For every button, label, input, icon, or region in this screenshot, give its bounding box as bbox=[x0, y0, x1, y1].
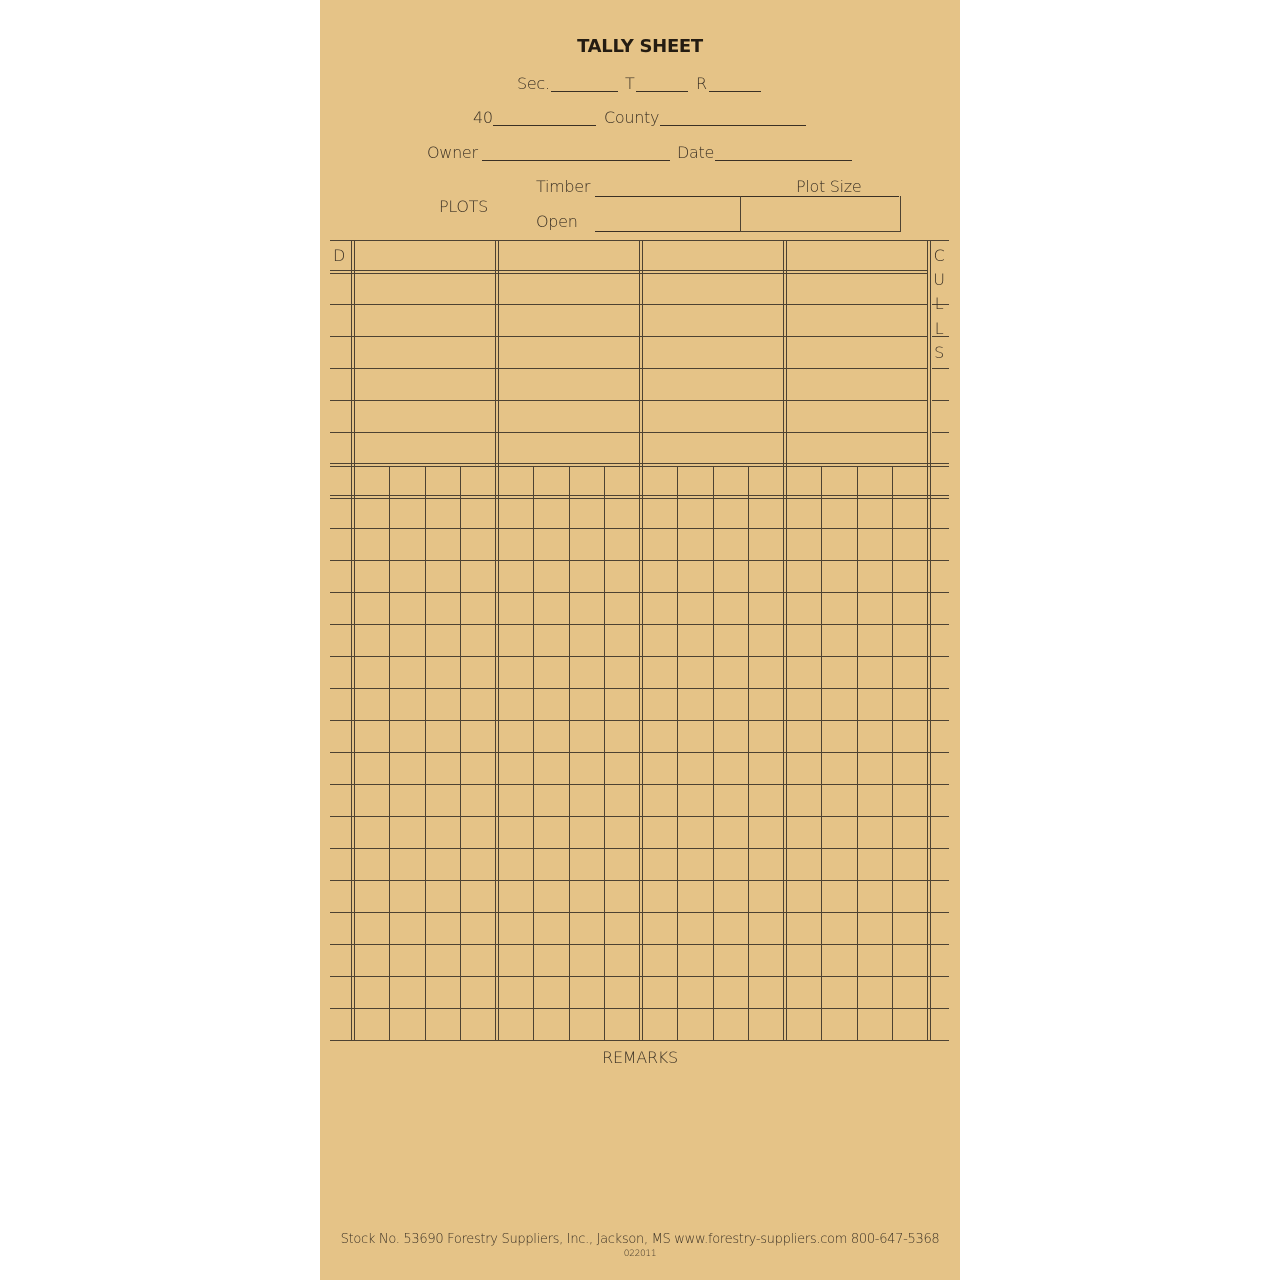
culls-letter: L bbox=[934, 319, 944, 338]
grid-subcolumn-line bbox=[748, 466, 749, 1040]
grid-subcolumn-line bbox=[425, 466, 426, 1040]
grid-row-line bbox=[932, 368, 949, 369]
grid-subcolumn-line bbox=[713, 466, 714, 1040]
date-label: Date bbox=[677, 143, 715, 162]
grid-subcolumn-line bbox=[604, 466, 605, 1040]
township-label: T bbox=[625, 74, 635, 93]
grid-group-line bbox=[351, 240, 352, 1040]
grid-group-line bbox=[498, 240, 499, 1040]
culls-letter: L bbox=[934, 294, 944, 313]
grid-row-line bbox=[330, 432, 928, 433]
remarks-label: REMARKS bbox=[602, 1048, 678, 1067]
grid-subcolumn-line bbox=[533, 466, 534, 1040]
sheet-title: TALLY SHEET bbox=[577, 36, 703, 57]
range-field[interactable] bbox=[709, 91, 761, 92]
grid-row-line bbox=[932, 432, 949, 433]
section-label: Sec. bbox=[517, 74, 550, 93]
owner-field[interactable] bbox=[482, 160, 670, 161]
grid-subcolumn-line bbox=[821, 466, 822, 1040]
grid-row-line bbox=[932, 400, 949, 401]
grid-header-line bbox=[330, 273, 928, 274]
grid-group-line bbox=[783, 240, 784, 1040]
tally-sheet bbox=[320, 0, 960, 1280]
plots-label: PLOTS bbox=[439, 197, 489, 216]
forty-label: 40 bbox=[473, 108, 493, 127]
grid-subcolumn-line bbox=[389, 466, 390, 1040]
grid-header-line bbox=[330, 270, 928, 271]
owner-label: Owner bbox=[427, 143, 478, 162]
open-label: Open bbox=[536, 212, 578, 231]
township-field[interactable] bbox=[636, 91, 688, 92]
grid-group-line bbox=[639, 240, 640, 1040]
grid-subcolumn-line bbox=[569, 466, 570, 1040]
plot-size-label: Plot Size bbox=[796, 177, 862, 196]
footer-code: 022011 bbox=[623, 1249, 657, 1259]
footer-text: Stock No. 53690 Forestry Suppliers, Inc., Jackson, MS www.forestry-suppliers.com 800-647-5368 bbox=[340, 1232, 940, 1247]
plot-size-field[interactable] bbox=[740, 196, 901, 232]
grid-group-line bbox=[642, 240, 643, 1040]
county-label: County bbox=[604, 108, 660, 127]
d-column-label: D bbox=[333, 246, 346, 265]
culls-letter: C bbox=[933, 246, 945, 265]
date-field[interactable] bbox=[715, 160, 852, 161]
section-field[interactable] bbox=[551, 91, 618, 92]
grid-subcolumn-line bbox=[460, 466, 461, 1040]
grid-row-line bbox=[330, 1040, 949, 1041]
grid-group-line bbox=[927, 240, 928, 1040]
grid-group-line bbox=[495, 240, 496, 1040]
county-field[interactable] bbox=[660, 125, 806, 126]
range-label: R bbox=[696, 74, 707, 93]
timber-label: Timber bbox=[536, 177, 591, 196]
grid-subcolumn-line bbox=[677, 466, 678, 1040]
grid-row-line bbox=[330, 368, 928, 369]
grid-subcolumn-line bbox=[857, 466, 858, 1040]
grid-subcolumn-line bbox=[892, 466, 893, 1040]
grid-row-line bbox=[330, 304, 928, 305]
grid-group-line bbox=[786, 240, 787, 1040]
grid-group-line bbox=[930, 240, 931, 1040]
culls-letter: S bbox=[934, 343, 944, 362]
grid-row-line bbox=[330, 400, 928, 401]
grid-group-line bbox=[354, 240, 355, 1040]
forty-field[interactable] bbox=[493, 125, 596, 126]
grid-row-line bbox=[330, 336, 928, 337]
culls-letter: U bbox=[933, 270, 945, 289]
